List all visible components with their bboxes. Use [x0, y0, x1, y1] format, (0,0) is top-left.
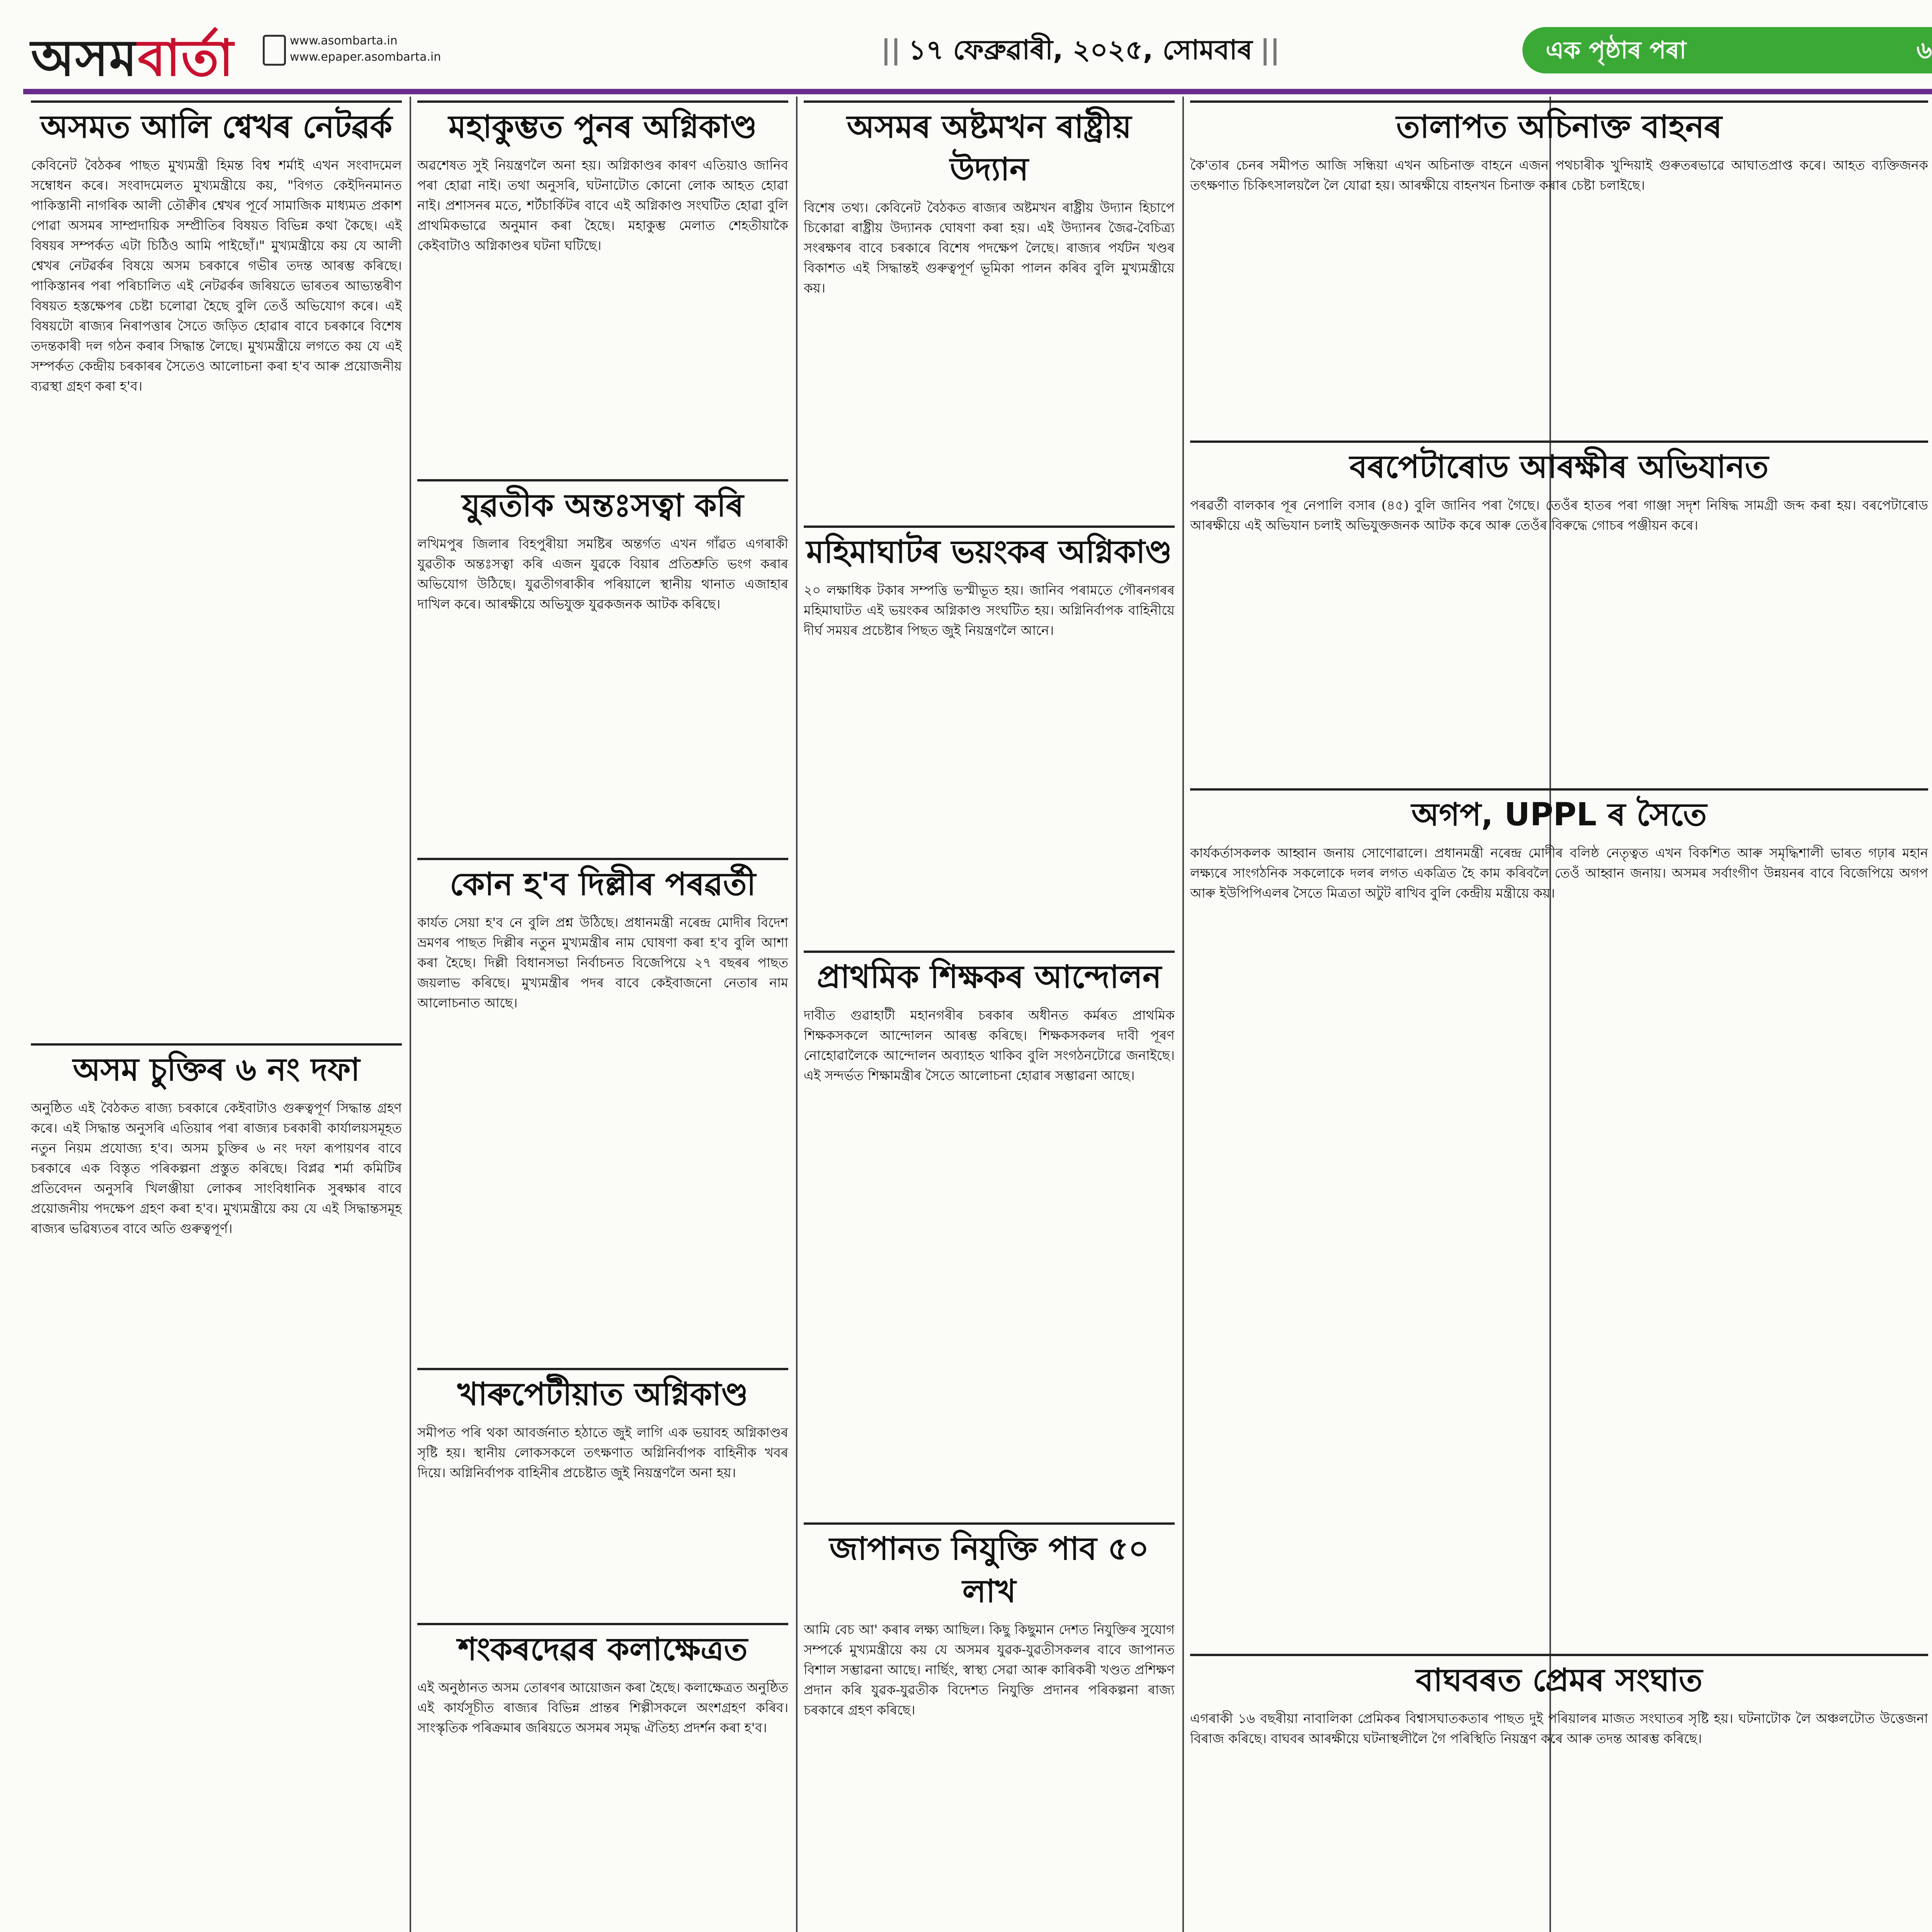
- logo-part1: অসম: [31, 28, 138, 87]
- headline[interactable]: শংকৰদেৱৰ কলাক্ষেত্ৰত: [417, 1623, 788, 1671]
- article-tala: [1190, 100, 1928, 433]
- headline[interactable]: অসম চুক্তিৰ ৬ নং দফা: [31, 1043, 402, 1091]
- article-body: কাৰ্যত সেয়া হ'ব নে বুলি প্ৰশ্ন উঠিছে। প্ৰধানমন্ত্ৰী নৰেন্দ্ৰ মোদীৰ বিদেশ ভ্ৰমণৰ পাছত দিল্লীৰ নতুন মুখ্যমন্ত্ৰীৰ নাম ঘোষণা কৰা হ'ব বুলি আশা কৰা হৈছে। দিল্লী বিধানসভা নিৰ্বাচনত বিজেপিয়ে ২৭ বছৰৰ পাছত জয়লাভ কৰিছে। মুখ্যমন্ত্ৰীৰ পদৰ বাবে কেইবাজনো নেতাৰ নাম আলোচনাত আছে।: [417, 915, 788, 1011]
- article-body: ২০ লক্ষাধিক টকাৰ সম্পত্তি ভস্মীভূত হয়। জানিব পৰামতে গৌৰনগৰৰ মহিমাঘাটত এই ভয়ংকৰ অগ্নিকাণ্ড সংঘটিত হয়। অগ্নিনিৰ্বাপক বাহিনীয়ে দীৰ্ঘ সময়ৰ প্ৰচেষ্টাৰ পিছত জুই নিয়ন্ত্ৰণলৈ আনে।: [804, 583, 1175, 638]
- article-japan: [804, 1522, 1175, 1932]
- article-delhi-cm: [417, 858, 788, 1360]
- article-national-park: [804, 100, 1175, 518]
- headline[interactable]: অগপ, UPPL ৰ সৈতে: [1190, 788, 1928, 836]
- website-link[interactable]: www.asombarta.in: [290, 34, 398, 48]
- headline[interactable]: বাঘবৰত প্ৰেমৰ সংঘাত: [1190, 1654, 1928, 1702]
- masthead: [23, 12, 1932, 94]
- phone-icon: [263, 35, 286, 66]
- article-body: আমি বেচ আ' কৰাৰ লক্ষ্য আছিল। কিছু কিছুমান দেশত নিযুক্তিৰ সুযোগ সম্পৰ্কে মুখ্যমন্ত্ৰীয়ে কয় যে অসমৰ যুৱক-যুৱতীসকলৰ বাবে জাপানত বিশাল সম্ভাৱনা আছে। নাৰ্ছিং, স্বাস্থ্য সেৱা আৰু কাৰিকৰী খণ্ডত প্ৰশিক্ষণ প্ৰদান কৰি যুৱক-যুৱতীক বিদেশত নিযুক্তি প্ৰদানৰ পৰিকল্পনা ৰাজ্য চৰকাৰে গ্ৰহণ কৰিছে।: [804, 1622, 1175, 1718]
- date-text: ১৭ ফেব্ৰুৱাৰী, ২০২৫, সোমবাৰ: [908, 34, 1253, 66]
- epaper-link[interactable]: www.epaper.asombarta.in: [290, 50, 441, 64]
- headline[interactable]: অসমৰ অষ্টমখন ৰাষ্ট্ৰীয় উদ্যান: [804, 100, 1175, 191]
- article-body: লখিমপুৰ জিলাৰ বিহপুৰীয়া সমষ্টিৰ অন্তৰ্গত এখন গাঁৱত এগৰাকী যুৱতীক অন্তঃসত্বা কৰি এজন যুৱকে বিয়াৰ প্ৰতিশ্ৰুতি ভংগ কৰাৰ অভিযোগ উঠিছে। যুৱতীগৰাকীৰ পৰিয়ালে স্থানীয় থানাত এজাহাৰ দাখিল কৰে। আৰক্ষীয়ে অভিযুক্ত যুৱকজনক আটক কৰিছে।: [417, 536, 788, 612]
- page-number: ৬: [1916, 36, 1932, 64]
- article-body: অনুষ্ঠিত এই বৈঠকত ৰাজ্য চৰকাৰে কেইবাটাও গুৰুত্বপূৰ্ণ সিদ্ধান্ত গ্ৰহণ কৰে। এই সিদ্ধান্ত অনুসৰি এতিয়াৰ পৰা ৰাজ্যৰ চৰকাৰী কাৰ্যালয়সমূহত নতুন নিয়ম প্ৰযোজ্য হ'ব। অসম চুক্তিৰ ৬ নং দফা ৰূপায়ণৰ বাবে চৰকাৰে এক বিস্তৃত পৰিকল্পনা প্ৰস্তুত কৰিছে। বিপ্লৱ শৰ্মা কমিটিৰ প্ৰতিবেদন অনুসৰি খিলঞ্জীয়া লোকৰ সাংবিধানিক সুৰক্ষাৰ বাবে প্ৰয়োজনীয় পদক্ষেপ গ্ৰহণ কৰা হ'ব। মুখ্যমন্ত্ৰীয়ে কয় যে এই সিদ্ধান্তসমূহ ৰাজ্যৰ ভৱিষ্যতৰ বাবে অতি গুৰুত্বপূৰ্ণ।: [31, 1100, 402, 1236]
- column-rule: [410, 97, 411, 1932]
- logo: [31, 19, 234, 103]
- website-info: [290, 33, 441, 65]
- article-body: পৰৱৰ্তী বালকাৰ পূৰ নেপালি বসাৰ (৪৫) বুলি জানিব পৰা গৈছে। তেওঁৰ হাতৰ পৰা গাঞ্জা সদৃশ নিষিদ্ধ সামগ্ৰী জব্দ কৰা হয়। বৰপেটাৰোড আৰক্ষীয়ে এই অভিযান চলাই অভিযুক্তজনক আটক কৰে আৰু তেওঁৰ বিৰুদ্ধে গোচৰ পঞ্জীয়ন কৰে।: [1190, 498, 1928, 533]
- dateline: || ১৭ ফেব্ৰুৱাৰী, ২০২৫, সোমবাৰ ||: [881, 34, 1280, 66]
- article-body: অৱশেষত সুই নিয়ন্ত্ৰণলৈ অনা হয়। অগ্নিকাণ্ডৰ কাৰণ এতিয়াও জানিব পৰা হোৱা নাই। তথা অনুসৰি, ঘটনাটোত কোনো লোক আহত হোৱা নাই। প্ৰশাসনৰ মতে, শৰ্টচাৰ্কিটৰ বাবে এই অগ্নিকাণ্ড সংঘটিত হোৱা বুলি প্ৰাথমিকভাৱে অনুমান কৰা হৈছে। মহাকুম্ভ মেলাত শেহতীয়াকৈ কেইবাটাও অগ্নিকাণ্ডৰ ঘটনা ঘটিছে।: [417, 158, 788, 253]
- article-body: কেবিনেট বৈঠকৰ পাছত মুখ্যমন্ত্ৰী হিমন্ত বিশ্ব শৰ্মাই এখন সংবাদমেল সম্বোধন কৰে। সংবাদমেলত মুখ্যমন্ত্ৰীয়ে কয়, "বিগত কেইদিনমানত পাকিস্তানী নাগৰিক আলী তৌক্বীৰ শ্বেখৰ পূৰ্বে সামাজিক মাধ্যমত প্ৰকাশ পোৱা অসমৰ সাম্প্ৰদায়িক সম্প্ৰীতিৰ বিষয়ত বিভিন্ন কথা কৈছে। এই বিষয়ৰ সম্পৰ্কত এটা চিঠিও আমি পাইছোঁ।" মুখ্যমন্ত্ৰীয়ে কয় যে আলী শ্বেখৰ নেটৱৰ্কৰ বিষয়ে অসম চৰকাৰে গভীৰ তদন্ত আৰম্ভ কৰিছে। পাকিস্তানৰ পৰা পৰিচালিত এই নেটৱৰ্কৰ জৰিয়তে ভাৰতৰ আভ্যন্তৰীণ বিষয়ত হস্তক্ষেপৰ চেষ্টা চলোৱা হৈছে বুলি তেওঁ অভিযোগ কৰে। এই বিষয়টো ৰাজ্যৰ নিৰাপত্তাৰ সৈতে জড়িত হোৱাৰ বাবে চৰকাৰে বিশেষ তদন্তকাৰী দল গঠন কৰাৰ সিদ্ধান্ত লৈছে। মুখ্যমন্ত্ৰীয়ে লগতে কয় যে এই সম্পৰ্কত কেন্দ্ৰীয় চৰকাৰৰ সৈতেও আলোচনা কৰা হ'ব আৰু প্ৰয়োজনীয় ব্যৱস্থা গ্ৰহণ কৰা হ'ব।: [31, 158, 402, 394]
- article-body: কাৰ্যকৰ্তাসকলক আহ্বান জনায় সোণোৱালে। প্ৰধানমন্ত্ৰী নৰেন্দ্ৰ মোদীৰ বলিষ্ঠ নেতৃত্বত এখন বিকশিত আৰু সমৃদ্ধিশালী ভাৰত গঢ়াৰ মহান লক্ষ্যৰে সাংগঠনিক সকলোকে দলৰ লগত একত্ৰিত হৈ কাম কৰিবলৈ তেওঁ আহ্বান জনায়। অসমৰ সৰ্বাংগীণ উন্নয়নৰ বাবে বিজেপিয়ে অগপ আৰু ইউপিপিএলৰ সৈতে মিত্ৰতা অটুট ৰাখিব বুলি কেন্দ্ৰীয় মন্ত্ৰীয়ে কয়।: [1190, 845, 1928, 901]
- column-rule: [796, 97, 798, 1932]
- logo-part2: বাৰ্তা: [138, 28, 234, 87]
- article-kharupetia: [417, 1368, 788, 1615]
- article-body: এই অনুষ্ঠানত অসম তোৰণৰ আয়োজন কৰা হৈছে। কলাক্ষেত্ৰত অনুষ্ঠিত এই কাৰ্যসূচীত ৰাজ্যৰ বিভিন্ন প্ৰান্তৰ শিল্পীসকলে অংশগ্ৰহণ কৰিব। সাংস্কৃতিক পৰিক্ৰমাৰ জৰিয়তে অসমৰ সমৃদ্ধ ঐতিহ্য প্ৰদৰ্শন কৰা হ'ব।: [417, 1680, 788, 1736]
- headline[interactable]: জাপানত নিযুক্তি পাব ৫০ লাখ: [804, 1522, 1175, 1613]
- article-body: সমীপত পৰি থকা আবৰ্জনাত হঠাতে জুই লাগি এক ভয়াবহ অগ্নিকাণ্ডৰ সৃষ্টি হয়। স্থানীয় লোকসকলে তৎক্ষণাত অগ্নিনিৰ্বাপক বাহিনীক খবৰ দিয়ে। অগ্নিনিৰ্বাপক বাহিনীৰ প্ৰচেষ্টাত জুই নিয়ন্ত্ৰণলৈ অনা হয়।: [417, 1425, 788, 1481]
- column-rule: [1182, 97, 1184, 1932]
- headline[interactable]: খাৰুপেটীয়াত অগ্নিকাণ্ড: [417, 1368, 788, 1416]
- headline[interactable]: বৰপেটাৰোড আৰক্ষীৰ অভিযানত: [1190, 440, 1928, 488]
- headline[interactable]: মহাকুম্ভত পুনৰ অগ্নিকাণ্ড: [417, 100, 788, 148]
- headline[interactable]: তালাপত অচিনাক্ত বাহনৰ: [1190, 100, 1928, 148]
- article-body: এগৰাকী ১৬ বছৰীয়া নাবালিকা প্ৰেমিকৰ বিশ্বাসঘাতকতাৰ পাছত দুই পৰিয়ালৰ মাজত সংঘাতৰ সৃষ্টি হয়। ঘটনাটোক লৈ অঞ্চলটোত উত্তেজনা বিৰাজ কৰিছে। বাঘবৰ আৰক্ষীয়ে ঘটনাস্থলীলৈ গৈ পৰিস্থিতি নিয়ন্ত্ৰণ কৰে আৰু তদন্ত আৰম্ভ কৰিছে।: [1190, 1711, 1928, 1747]
- article-body: দাবীত গুৱাহাটী মহানগৰীৰ চৰকাৰ অধীনত কৰ্মৰত প্ৰাথমিক শিক্ষকসকলে আন্দোলন আৰম্ভ কৰিছে। শিক্ষকসকলৰ দাবী পূৰণ নোহোৱালৈকে আন্দোলন অব্যাহত থাকিব বুলি সংগঠনটোৱে জনাইছে। এই সন্দৰ্ভত শিক্ষামন্ত্ৰীৰ সৈতে আলোচনা হোৱাৰ সম্ভাৱনা আছে।: [804, 1008, 1175, 1083]
- headline[interactable]: অসমত আলি শ্বেখৰ নেটৱৰ্ক: [31, 100, 402, 148]
- article-body: কৈ'তাৰ চেনৰ সমীপত আজি সন্ধিয়া এখন অচিনাক্ত বাহনে এজন পথচাৰীক খুন্দিয়াই গুৰুতৰভাৱে আঘাতপ্ৰাপ্ত কৰে। আহত ব্যক্তিজনক তৎক্ষণাত চিকিৎসালয়লৈ লৈ যোৱা হয়। আৰক্ষীয়ে বাহনখন চিনাক্ত কৰাৰ চেষ্টা চলাইছে।: [1190, 158, 1928, 193]
- article-kumbh-fire: [417, 100, 788, 471]
- article-body: বিশেষ তথ্য। কেবিনেট বৈঠকত ৰাজ্যৰ অষ্টমখন ৰাষ্ট্ৰীয় উদ্যান হিচাপে চিকোৱা ৰাষ্ট্ৰীয় উদ্যানক ঘোষণা কৰা হয়। এই উদ্যানৰ জৈৱ-বৈচিত্ৰ্য সংৰক্ষণৰ বাবে চৰকাৰে বিশেষ পদক্ষেপ লৈছে। ৰাজ্যৰ পৰ্যটন খণ্ডৰ বিকাশত এই সিদ্ধান্তই গুৰুত্বপূৰ্ণ ভূমিকা পালন কৰিব বুলি মুখ্যমন্ত্ৰীয়ে কয়।: [804, 200, 1175, 296]
- article-baghbar: [1190, 1654, 1928, 1932]
- article-agp-uppl: [1190, 788, 1928, 1646]
- page-tag: [1522, 27, 1932, 73]
- article-mahimaghat: [804, 526, 1175, 943]
- article-shankardev: [417, 1623, 788, 1932]
- article-assam-accord: [31, 1043, 402, 1932]
- page-label: এক পৃষ্ঠাৰ পৰা: [1546, 36, 1687, 64]
- article-borpetaroad: [1190, 440, 1928, 781]
- article-teachers: [804, 951, 1175, 1515]
- headline[interactable]: প্ৰাথমিক শিক্ষকৰ আন্দোলন: [804, 951, 1175, 998]
- headline[interactable]: কোন হ'ব দিল্লীৰ পৰৱৰ্তী: [417, 858, 788, 906]
- headline[interactable]: মহিমাঘাটৰ ভয়ংকৰ অগ্নিকাণ্ড: [804, 526, 1175, 573]
- headline[interactable]: যুৱতীক অন্তঃসত্বা কৰি: [417, 479, 788, 527]
- article-ali-sheikh: [31, 100, 402, 1036]
- article-youth: [417, 479, 788, 850]
